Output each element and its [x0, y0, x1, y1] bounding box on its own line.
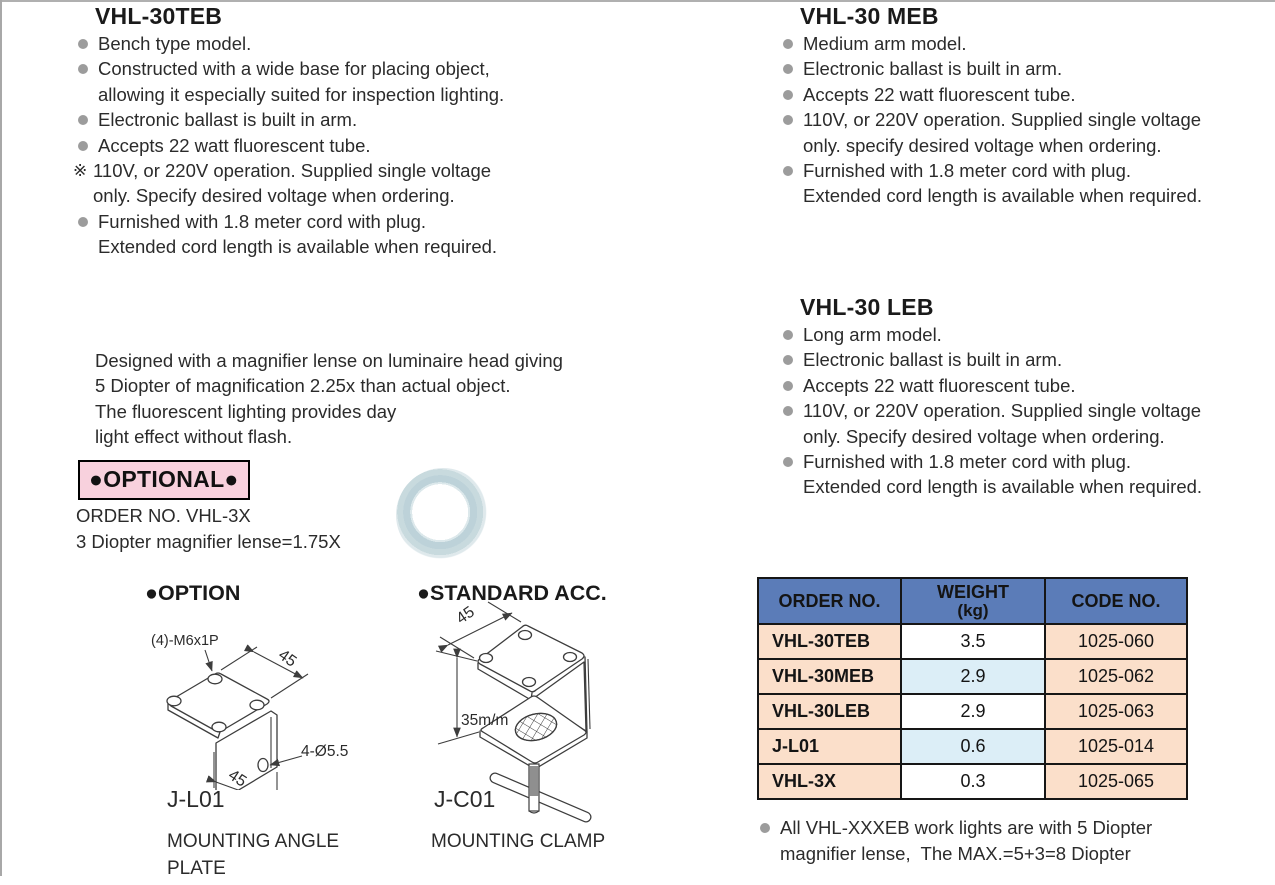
feature-item — [75, 209, 675, 260]
feature-text: Constructed with a wide base for placing object, allowing it especially suited for inspection lighting. — [98, 58, 505, 105]
feature-item — [780, 158, 1225, 209]
col-header-order-no: ORDER NO. — [758, 578, 901, 624]
feature-text: 110V, or 220V operation. Supplied single voltage only. Specify desired voltage when ordering. — [93, 160, 492, 207]
feature-item — [780, 449, 1225, 500]
bullet-icon — [78, 141, 88, 151]
weight-cell: 0.6 — [901, 729, 1045, 764]
description-line: Designed with a magnifier lense on luminaire head giving — [95, 350, 563, 371]
footnote-line: All VHL-XXXEB work lights are with 5 Diopter — [780, 817, 1153, 838]
code-no-cell: 1025-063 — [1045, 694, 1187, 729]
footnote-line: magnifier lense, The MAX.=5+3=8 Diopter — [780, 842, 1131, 864]
bullet-icon — [783, 115, 793, 125]
part-name: MOUNTING CLAMP — [431, 831, 606, 852]
weight-cell: 2.9 — [901, 659, 1045, 694]
col-header-weight — [901, 578, 1045, 624]
code-no-cell: 1025-062 — [1045, 659, 1187, 694]
code-no-cell: 1025-014 — [1045, 729, 1187, 764]
description-line: The fluorescent lighting provides day — [95, 400, 397, 422]
order-no-cell: VHL-3X — [758, 764, 901, 799]
bullet-icon — [78, 217, 88, 227]
hole-spec-label: 4-Ø5.5 — [301, 743, 349, 760]
code-no-cell: 1025-060 — [1045, 624, 1187, 659]
description-line: 5 Diopter of magnification 2.25x than actual object. — [95, 375, 511, 397]
bullet-icon — [783, 90, 793, 100]
description-line: light effect without flash. — [95, 426, 293, 448]
footnote — [757, 815, 1152, 866]
col-header-weight-label: WEIGHT — [937, 582, 1009, 602]
feature-text: Electronic ballast is built in arm. — [803, 58, 1063, 80]
feature-text: Furnished with 1.8 meter cord with plug. Extended cord length is available when required. — [803, 160, 1203, 207]
bullet-icon — [783, 330, 793, 340]
order-no-cell: J-L01 — [758, 729, 901, 764]
order-no-cell: VHL-30LEB — [758, 694, 901, 729]
feature-text: 110V, or 220V operation. Supplied single voltage only. specify desired voltage when ordering. — [803, 109, 1202, 156]
vhl-30leb-title: VHL-30 LEB — [800, 294, 934, 320]
magnifier-lens-image — [396, 468, 490, 562]
feature-text: Long arm model. — [803, 324, 942, 345]
feature-item — [780, 322, 1225, 347]
thread-spec-label: (4)-M6x1P — [151, 633, 219, 649]
feature-text: Furnished with 1.8 meter cord with plug. Extended cord length is available when required. — [803, 451, 1203, 498]
footnote-text — [780, 815, 1152, 866]
page-left-border — [0, 0, 2, 876]
vhl-30teb-title: VHL-30TEB — [95, 3, 223, 29]
spec-table — [757, 577, 1188, 800]
weight-cell: 2.9 — [901, 694, 1045, 729]
feature-text: Furnished with 1.8 meter cord with plug. Extended cord length is available when required. — [98, 210, 498, 258]
dimension-label: 45 — [453, 603, 478, 628]
feature-text: Accepts 22 watt fluorescent tube. — [98, 134, 371, 156]
bullet-icon — [783, 457, 793, 467]
feature-item — [780, 82, 1225, 107]
option-heading: ●OPTION — [145, 581, 241, 605]
order-no-cell: VHL-30MEB — [758, 659, 901, 694]
table-row — [758, 729, 1187, 764]
bullet-icon — [783, 381, 793, 391]
col-header-weight-unit: (kg) — [957, 601, 989, 620]
right-column — [755, 0, 1225, 498]
feature-item — [75, 133, 675, 158]
feature-item — [780, 398, 1225, 449]
bullet-icon — [783, 406, 793, 416]
bullet-icon — [783, 64, 793, 74]
feature-item — [780, 107, 1225, 158]
bullet-icon — [78, 115, 88, 125]
vhl-30meb-section — [755, 3, 1225, 209]
dimension-label: 45 — [225, 766, 250, 791]
bullet-icon — [78, 39, 88, 49]
bullet-icon — [760, 823, 770, 833]
feature-text: Bench type model. — [98, 33, 252, 54]
table-row — [758, 764, 1187, 799]
optional-order-no: ORDER NO. VHL-3X — [76, 505, 251, 526]
bullet-icon — [783, 39, 793, 49]
dimension-label: 45 — [275, 646, 300, 671]
feature-text: Medium arm model. — [803, 33, 967, 54]
order-no-cell: VHL-30TEB — [758, 624, 901, 659]
standard-acc-heading: ●STANDARD ACC. — [417, 581, 607, 605]
part-number: J-C01 — [434, 786, 496, 812]
part-name: PLATE — [167, 858, 226, 879]
part-number: J-L01 — [167, 786, 225, 812]
table-row — [758, 659, 1187, 694]
feature-item — [75, 107, 675, 132]
feature-text: 110V, or 220V operation. Supplied single voltage only. Specify desired voltage when ordering. — [803, 400, 1202, 447]
table-row — [758, 694, 1187, 729]
col-header-code-no: CODE NO. — [1045, 578, 1187, 624]
feature-item — [780, 56, 1225, 81]
dimension-label: 35m/m — [461, 712, 509, 729]
left-column — [73, 0, 675, 552]
optional-badge: ●OPTIONAL● — [78, 460, 250, 500]
table-header-row — [758, 578, 1187, 624]
weight-cell: 0.3 — [901, 764, 1045, 799]
feature-item — [780, 373, 1225, 398]
feature-item — [75, 56, 675, 107]
code-no-cell: 1025-065 — [1045, 764, 1187, 799]
feature-text: Accepts 22 watt fluorescent tube. — [803, 374, 1076, 396]
vhl-30meb-title: VHL-30 MEB — [800, 3, 939, 29]
feature-item — [75, 31, 675, 56]
vhl-30leb-section — [755, 291, 1225, 500]
feature-text: Accepts 22 watt fluorescent tube. — [803, 83, 1076, 105]
feature-item — [780, 31, 1225, 56]
bullet-icon — [78, 64, 88, 74]
optional-lens-info: 3 Diopter magnifier lense=1.75X — [76, 531, 341, 552]
bullet-icon — [783, 355, 793, 365]
bullet-icon — [783, 166, 793, 176]
table-row — [758, 624, 1187, 659]
feature-item — [75, 158, 675, 209]
description-paragraph — [95, 348, 563, 450]
feature-text: Electronic ballast is built in arm. — [98, 109, 358, 131]
feature-text: Electronic ballast is built in arm. — [803, 349, 1063, 371]
feature-item — [780, 347, 1225, 372]
part-name: MOUNTING ANGLE — [167, 831, 340, 852]
weight-cell: 3.5 — [901, 624, 1045, 659]
reference-mark-icon: ※ — [73, 161, 88, 181]
